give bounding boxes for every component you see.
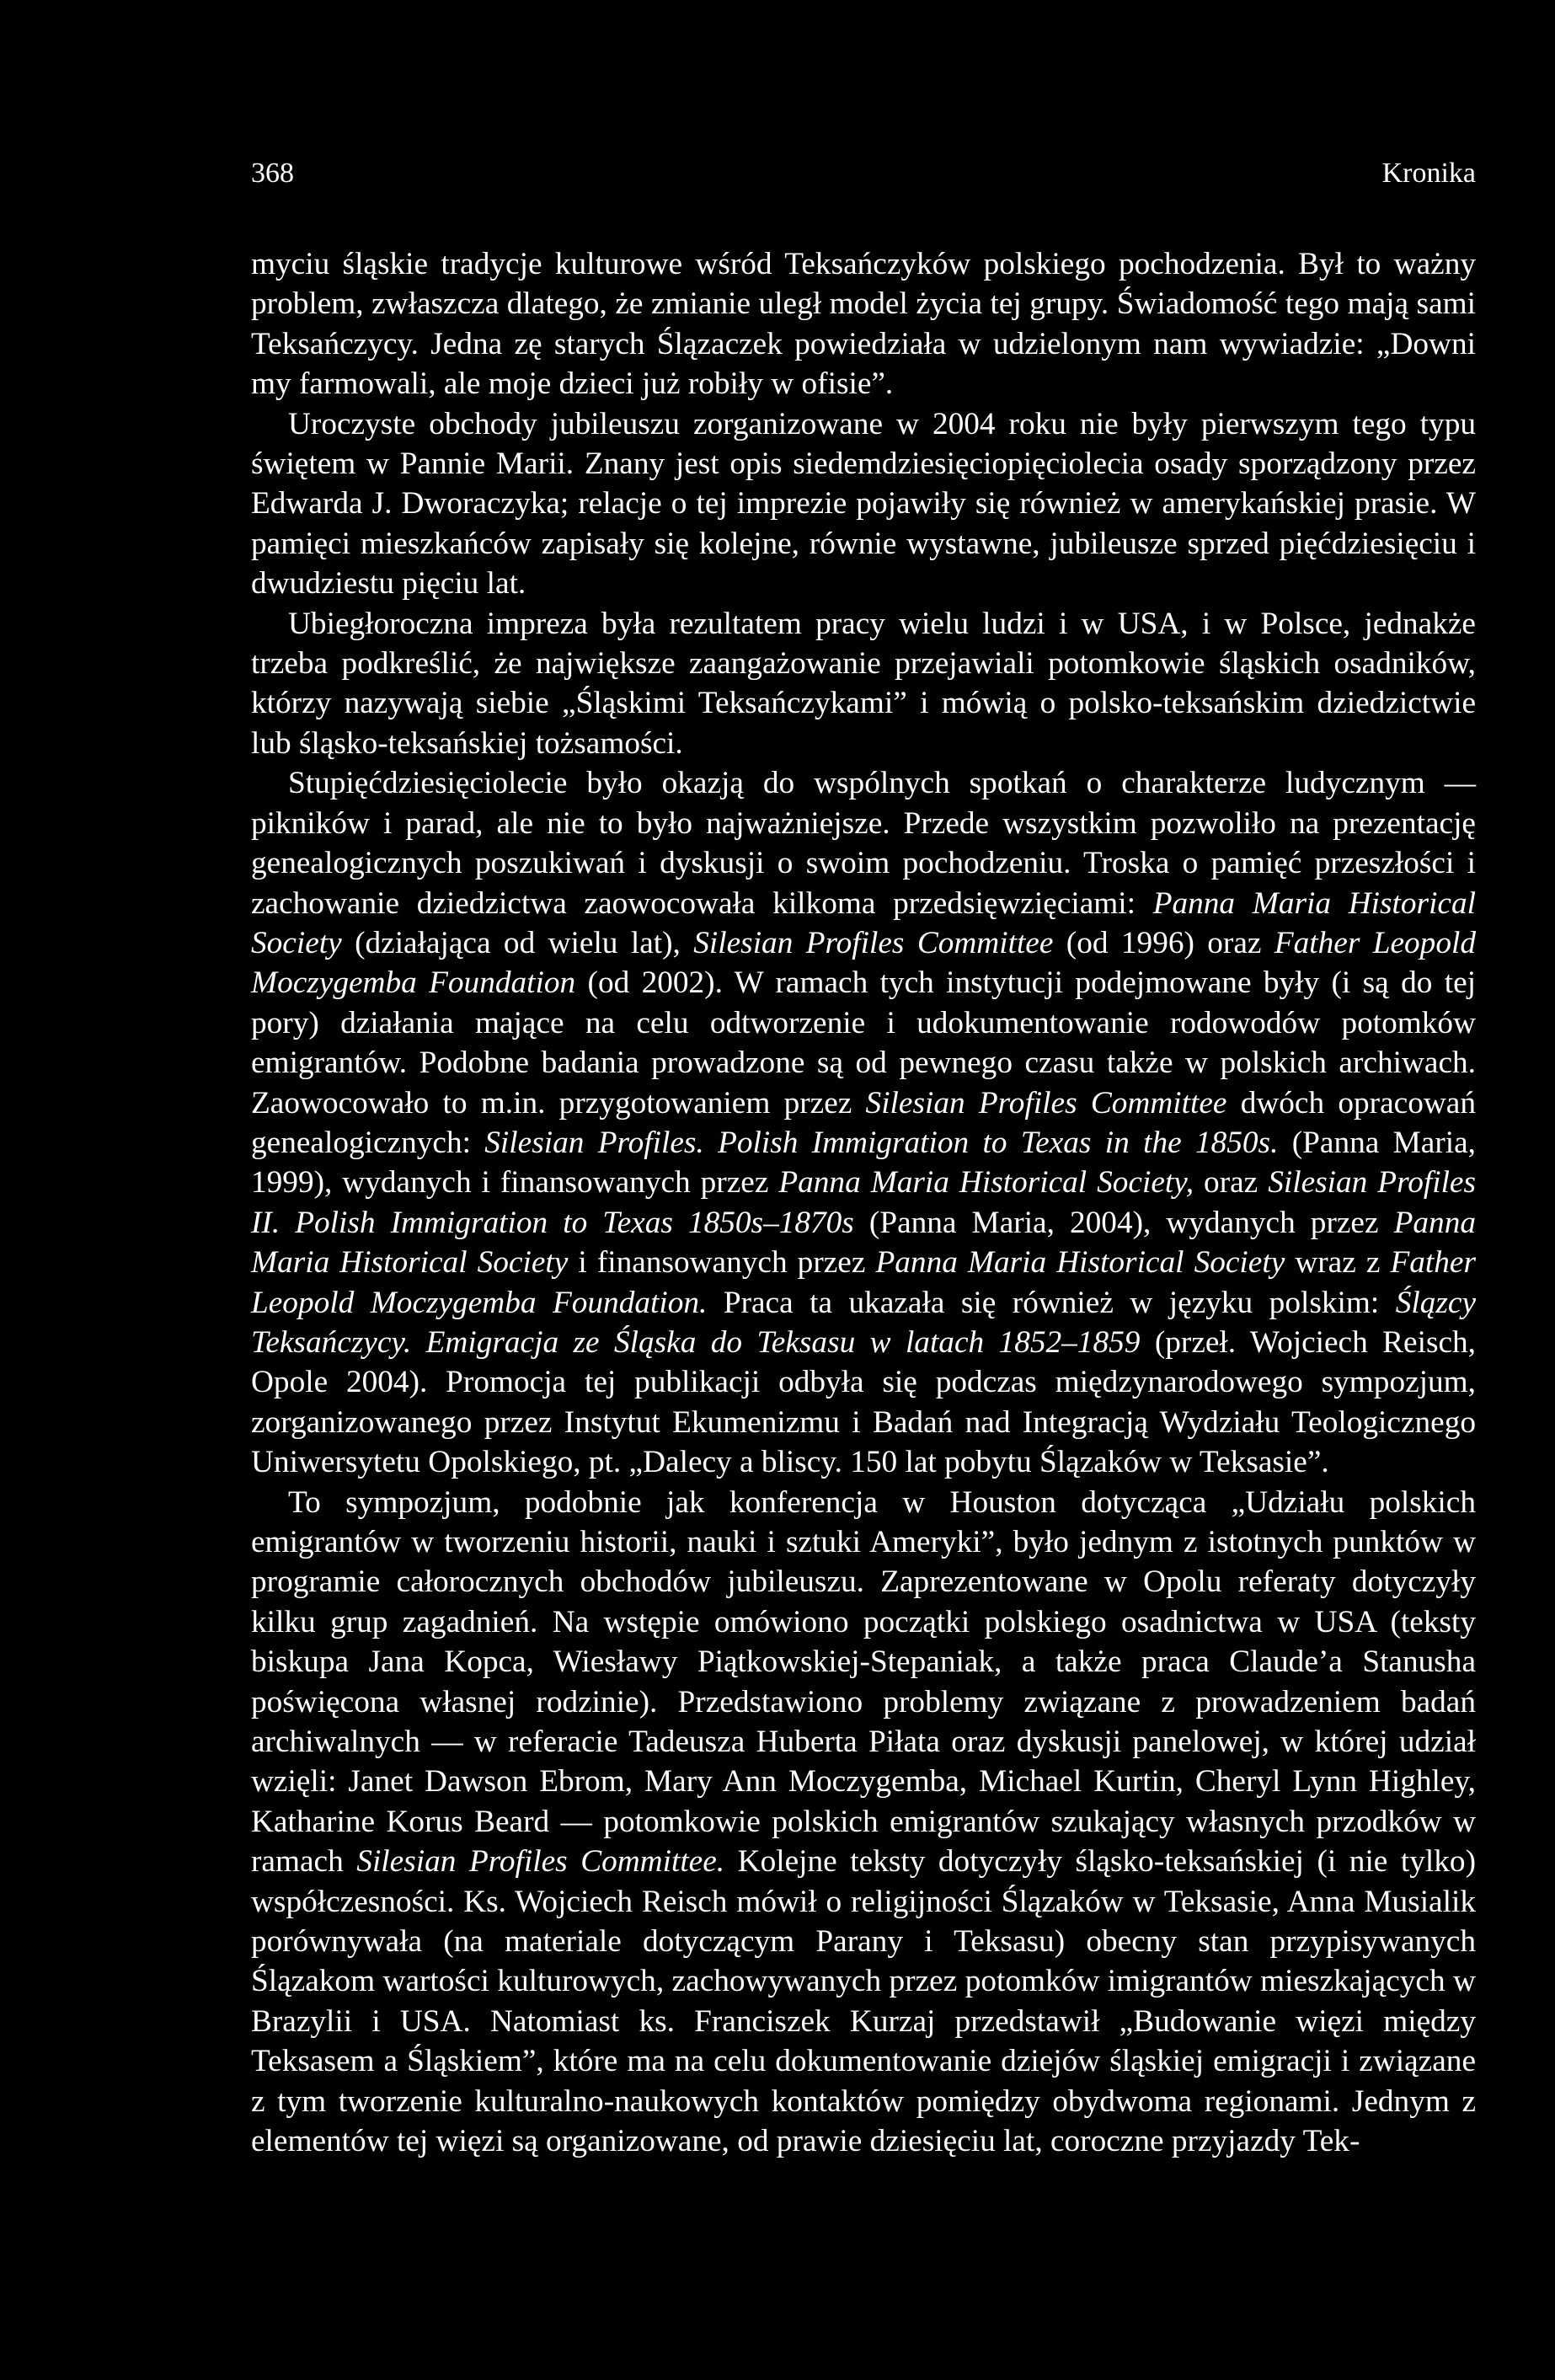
text-run: Kolejne teksty dotyczyły śląsko-teksańskiej (i nie tylko) współczesności. Ks. Wojciech Reisch mówił o religijności Ślązaków w Teksasie, Anna Musialik porównywała (na materiale dotyczącym Parany i Teksasu) obecny stan przypisywanych Ślązakom wartości kulturowych, zachowywanych przez potomków imigrantów mieszkających w Brazylii i USA. Natomiast ks. Franciszek Kurzaj przedstawił „Budowanie więzi między Teksasem a Śląskiem”, które ma na celu dokumentowanie dziejów śląskiej emigracji i związane z tym tworzenie kulturalno-naukowych kontaktów pomiędzy obydwoma regionami. Jednym z elementów tej więzi są organizowane, od prawie dziesięciu lat, coroczne przyjazdy Tek-	[251, 1844, 1476, 2159]
italic-title: Silesian Profiles II. Polish Immigration to Texas 1850s–1870s	[251, 1165, 1477, 1240]
paragraph-4	[251, 763, 1476, 1482]
text-run: Stupięćdziesięciolecie było okazją do wspólnych spotkań o charakterze ludycznym — pikników i parad, ale nie to było najważniejsze. Przede wszystkim pozwoliło na prezentację genealogicznych poszukiwań i dyskusji o swoim pochodzeniu. Troska o pamięć przeszłości i zachowanie dziedzictwa zaowocowała kilkoma przedsięwzięciami:	[251, 766, 1476, 921]
text-run: To sympozjum, podobnie jak konferencja w Houston dotycząca „Udziału polskich emigrantów w tworzeniu historii, nauki i sztuki Ameryki”, było jednym z istotnych punktów w programie całorocznych obchodów jubileuszu. Zaprezentowane w Opolu referaty dotyczyły kilku grup zagadnień. Na wstępie omówiono początki polskiego osadnictwa w USA (teksty biskupa Jana Kopca, Wiesławy Piątkowskiej-Stepaniak, a także praca Claude’a Stanusha poświęcona własnej rodzinie). Przedstawiono problemy związane z prowadzeniem badań archiwalnych — w referacie Tadeusza Huberta Piłata oraz dyskusji panelowej, w której udział wzięli: Janet Dawson Ebrom, Mary Ann Moczygemba, Michael Kurtin, Cheryl Lynn Highley, Katharine Korus Beard — potomkowie polskich emigrantów szukający własnych przodków w ramach	[251, 1484, 1476, 1880]
italic-title: Panna Maria Historical Society	[251, 1205, 1476, 1281]
paragraph-5	[251, 1483, 1476, 2162]
italic-title: Father Leopold Moczygemba Foundation	[251, 925, 1476, 1001]
running-header	[251, 148, 1476, 199]
italic-title: Silesian Profiles. Polish Immigration to Texas in the 1850s.	[484, 1125, 1279, 1160]
text-run: wraz z	[1285, 1245, 1391, 1281]
body-text	[251, 244, 1476, 2162]
text-run: (działająca od wielu lat),	[341, 925, 694, 960]
page-number: 368	[251, 158, 294, 189]
italic-title: Silesian Profiles Committee	[865, 1085, 1227, 1120]
text-run: (Panna Maria, 1999), wydanych i finansowanych przez	[251, 1125, 1476, 1201]
text-run: oraz	[1194, 1165, 1269, 1201]
text-run: (od 1996) oraz	[1053, 925, 1274, 960]
text-run: Praca ta ukazała się również w języku polskim:	[707, 1285, 1396, 1320]
text-run: (od 2002). W ramach tych instytucji podejmowane były (i są do tej pory) działania mające na celu odtworzenie i udokumentowanie rodowodów potomków emigrantów. Podobne badania prowadzone są od pewnego czasu także w polskich archiwach. Zaowocowało to m.in. przygotowaniem przez	[251, 965, 1476, 1120]
paragraph-1: myciu śląskie tradycje kulturowe wśród Teksańczyków polskiego pochodzenia. Był to ważny problem, zwłaszcza dlatego, że zmianie uległ model życia tej grupy. Świadomość tego mają sami Teksańczycy. Jedna zę starych Ślązaczek powiedziała w udzielonym nam wywiadzie: „Downi my farmowali, ale moje dzieci już robiły w ofisie”.	[251, 247, 1476, 402]
paragraph-3: Ubiegłoroczna impreza była rezultatem pracy wielu ludzi i w USA, i w Polsce, jednakże trzeba podkreślić, że największe zaangażowanie przejawiali potomkowie śląskich osadników, którzy nazywają siebie „Śląskimi Teksańczykami” i mówią o polsko-teksańskim dziedzictwie lub śląsko-teksańskiej tożsamości.	[251, 606, 1476, 761]
section-title: Kronika	[1381, 158, 1476, 189]
paragraph-2: Uroczyste obchody jubileuszu zorganizowane w 2004 roku nie były pierwszym tego typu świętem w Pannie Marii. Znany jest opis siedemdziesięciopięciolecia osady sporządzony przez Edwarda J. Dworaczyka; relacje o tej imprezie pojawiły się również w amerykańskiej prasie. W pamięci mieszkańców zapisały się kolejne, równie wystawne, jubileusze sprzed pięćdziesięciu i dwudziestu pięciu lat.	[251, 406, 1476, 602]
italic-title: Silesian Profiles Committee	[693, 925, 1054, 960]
italic-title: Panna Maria Historical Society	[251, 885, 1477, 960]
text-run: (przeł. Wojciech Reisch, Opole 2004). Promocja tej publikacji odbyła się podczas międzynarodowego sympozjum, zorganizowanego przez Instytut Ekumenizmu i Badań nad Integracją Wydziału Teologicznego Uniwersytetu Opolskiego, pt. „Dalecy a bliscy. 150 lat pobytu Ślązaków w Teksasie”.	[251, 1324, 1476, 1480]
italic-title: Father Leopold Moczygemba Foundation.	[251, 1245, 1476, 1320]
text-run: i finansowanych przez	[568, 1245, 876, 1281]
text-run: dwóch opracowań genealogicznych:	[251, 1085, 1476, 1160]
italic-title: Panna Maria Historical Society,	[778, 1165, 1194, 1201]
italic-title: Panna Maria Historical Society	[875, 1245, 1285, 1281]
text-run: (Panna Maria, 2004), wydanych przez	[853, 1205, 1394, 1240]
italic-title: Ślązcy Teksańczycy. Emigracja ze Śląska do Teksasu w latach 1852–1859	[251, 1285, 1477, 1360]
italic-title: Silesian Profiles Committee.	[356, 1844, 725, 1880]
